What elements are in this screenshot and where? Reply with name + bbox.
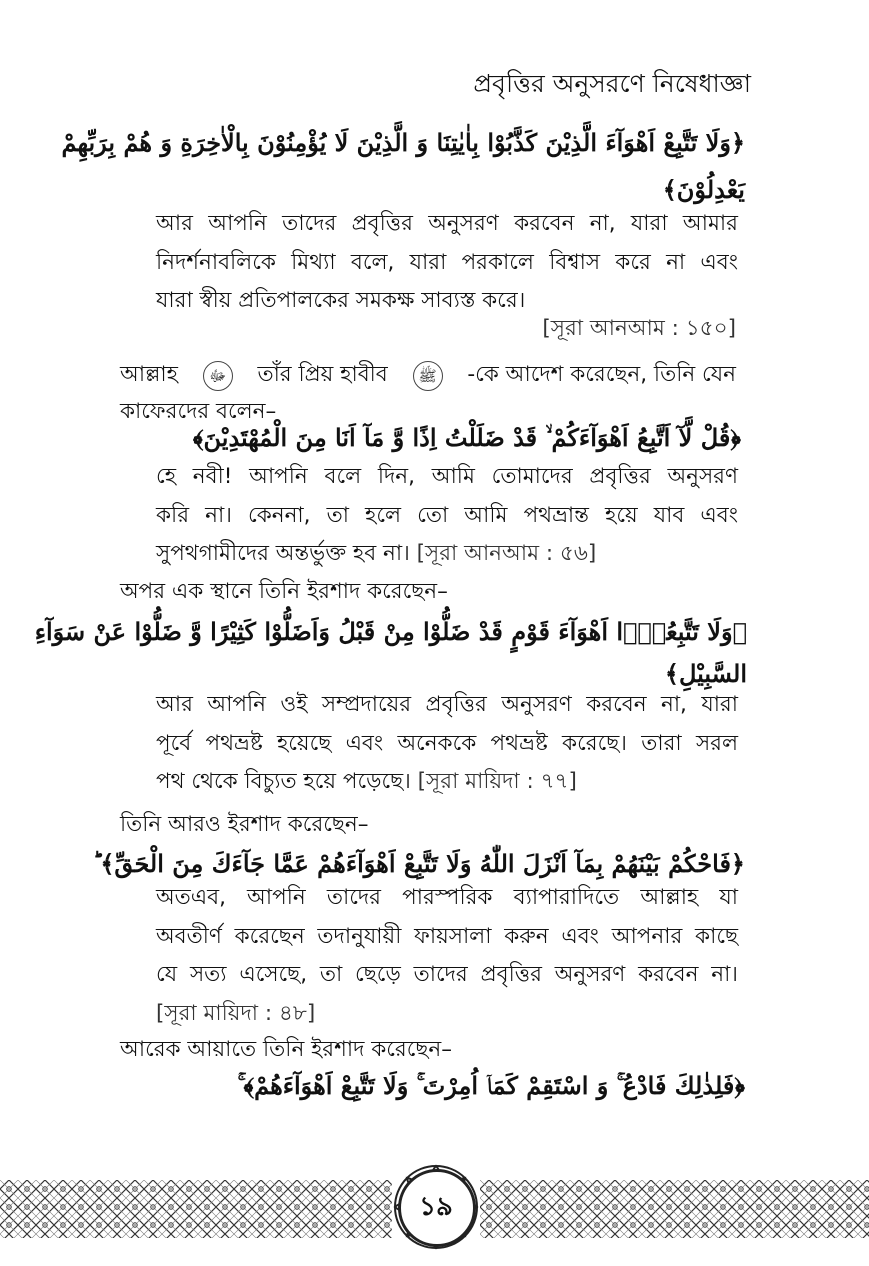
intro-line: তিনি আরও ইরশাদ করেছেন– (120, 812, 369, 837)
arabic-verse-line: ﴿فَاحْكُمْ بَيْنَهُمْ بِمَآ اَنْزَلَ اللّٰهُ وَلَا تَتَّبِعْ اَهْوَآءَهُمْ عَمَّا جَآءَكَ مِنَ الْحَقِّ﴾ ؕ (92, 849, 745, 878)
honorific-glyph: ﷺ (413, 361, 443, 391)
intro-text: আল্লাহ (120, 362, 178, 387)
translation-line (156, 763, 738, 802)
page-number-medallion (392, 1163, 480, 1251)
honorific-glyph: ﷻ (203, 361, 233, 391)
intro-text: তাঁর প্রিয় হাবীব (257, 362, 388, 387)
intro-text: -কে আদেশ করেছেন, তিনি যেন (467, 362, 736, 387)
running-title: প্রবৃত্তির অনুসরণে নিষেধাজ্ঞা (473, 69, 751, 98)
translation-line: যে সত্য এসেছে, তা ছেড়ে তাদের প্রবৃত্তির অনুসরণ করবেন না। (156, 962, 738, 987)
translation-line: আর আপনি ওই সম্প্রদায়ের প্রবৃত্তির অনুসরণ করবেন না, যারা (156, 692, 738, 717)
translation-line: নিদর্শনাবলিকে মিথ্যা বলে, যারা পরকালে বিশ্বাস করে না এবং (156, 249, 738, 275)
arabic-verse-line: ﴿قُلْ لَّآ اَتَّبِعُ اَهْوَآءَكُمْ ۙ قَدْ ضَلَلْتُ اِذًا وَّ مَآ اَنَا مِنَ الْمُهْتَدِيْنَ﴾ (192, 423, 741, 452)
translation-paragraph (156, 458, 738, 574)
surah-citation: [সূরা মায়িদা : ৪৮] (156, 1000, 316, 1026)
surah-citation: [সূরা আনআম : ১৫০] (542, 316, 736, 341)
translation-line-text: সুপথগামীদের অন্তর্ভুক্ত হব না। (156, 541, 410, 566)
arabic-verse-line: ﴿وَلَا تَتَّبِعْ اَهْوَآءَ الَّذِيْنَ كَذَّبُوْا بِاٰيٰتِنَا وَ الَّذِيْنَ لَا يُؤْمِنُوْنَ بِالْاٰخِرَةِ وَ هُمْ بِرَبِّهِمْ (61, 128, 745, 157)
translation-line: করি না। কেননা, তা হলে তো আমি পথভ্রান্ত হয়ে যাব এবং (156, 502, 738, 528)
translation-line: অতএব, আপনি তাদের পারস্পরিক ব্যাপারাদিতে আল্লাহ যা (156, 885, 738, 910)
translation-line: হে নবী! আপনি বলে দিন, আমি তোমাদের প্রবৃত্তির অনুসরণ (156, 464, 738, 489)
footer-ornament-band (0, 1180, 392, 1238)
arabic-verse-line: يَعْدِلُوْنَ﴾ (662, 175, 745, 204)
translation-line: পূর্বে পথভ্রষ্ট হয়েছে এবং অনেককে পথভ্রষ্ট করেছে। তারা সরল (156, 730, 738, 756)
translation-line: আর আপনি তাদের প্রবৃত্তির অনুসরণ করবেন না, যারা আমার (156, 211, 738, 236)
arabic-verse-line: السَّبِيْلِ﴾ (664, 659, 747, 688)
surah-citation: [সূরা মায়িদা : ৭৭] (417, 769, 577, 794)
intro-line: অপর এক স্থানে তিনি ইরশাদ করেছেন– (120, 579, 448, 604)
translation-paragraph (156, 686, 738, 802)
translation-paragraph (156, 205, 738, 321)
translation-paragraph (156, 879, 738, 1033)
footer-ornament-band (480, 1180, 869, 1238)
surah-citation: [সূরা আনআম : ৫৬] (416, 541, 597, 566)
translation-line: যারা স্বীয় প্রতিপালকের সমকক্ষ সাব্যস্ত করে। (156, 288, 526, 313)
arabic-verse-line: ﴿وَلَا تَتَّبِعُوْۤا اَهْوَآءَ قَوْمٍ قَدْ ضَلُّوْا مِنْ قَبْلُ وَاَضَلُّوْا كَثِيْرًا وَّ ضَلُّوْا عَنْ سَوَآءِ (34, 617, 747, 646)
translation-line (156, 535, 738, 574)
intro-line: আরেক আয়াতে তিনি ইরশাদ করেছেন– (120, 1037, 452, 1062)
translation-line-text: পথ থেকে বিচ্যুত হয়ে পড়েছে। (156, 769, 411, 794)
page-number: ১৯ (419, 1192, 453, 1222)
intro-line (120, 358, 736, 394)
intro-line: কাফেরদের বলেন– (120, 399, 277, 424)
translation-line (156, 995, 738, 1034)
arabic-verse-line: ﴿فَلِذٰلِكَ فَادْعُ ۚ وَ اسْتَقِمْ كَمَاۤ اُمِرْتَ ۚ وَلَا تَتَّبِعْ اَهْوَآءَهُمْ﴾ ۚ (237, 1071, 745, 1100)
translation-line: অবতীর্ণ করেছেন তদানুযায়ী ফায়সালা করুন এবং আপনার কাছে (156, 923, 738, 949)
